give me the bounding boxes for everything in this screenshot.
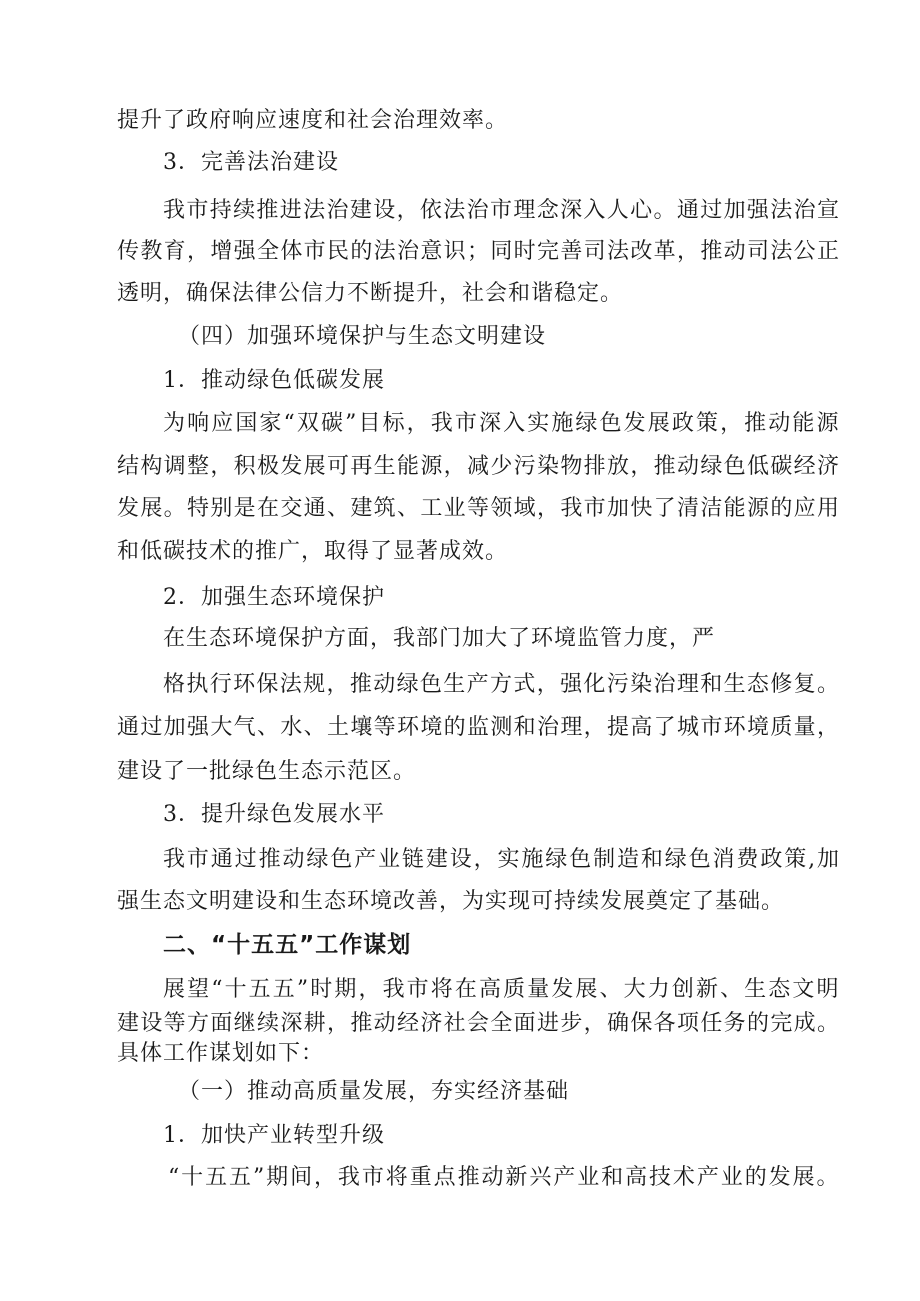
section-heading: （四）加强环境保护与生态文明建设: [178, 324, 547, 349]
paragraph-line: 透明，确保法律公信力不断提升，社会和谐稳定。: [117, 281, 624, 306]
paragraph-line: 在生态环境保护方面，我部门加大了环境监管力度，严: [163, 626, 716, 651]
paragraph-line: 通过加强大气、水、土壤等环境的监测和治理，提高了城市环境质量，: [117, 715, 841, 740]
paragraph-line: 发展。特别是在交通、建筑、工业等领域，我市加快了清洁能源的应用: [117, 496, 841, 521]
paragraph-line: 展望“十五五”时期，我市将在高质量发展、大力创新、生态文明: [163, 977, 841, 1002]
paragraph-line: 我市持续推进法治建设，依法治市理念深入人心。通过加强法治宣: [163, 198, 841, 223]
paragraph-line: “十五五”期间，我市将重点推动新兴产业和高技术产业的发展。: [168, 1165, 841, 1190]
paragraph-line: 为响应国家“双碳”目标，我市深入实施绿色发展政策，推动能源: [163, 411, 841, 436]
paragraph-line: 强生态文明建设和生态环境改善，为实现可持续发展奠定了基础。: [117, 889, 785, 914]
paragraph-line: 和低碳技术的推广，取得了显著成效。: [117, 539, 509, 564]
paragraph-line: 我市通过推动绿色产业链建设，实施绿色制造和绿色消费政策,加: [163, 847, 841, 872]
section-heading: （一）推动高质量发展，夯实经济基础: [178, 1079, 570, 1104]
paragraph-line: 提升了政府响应速度和社会治理效率。: [117, 108, 509, 133]
chapter-heading: 二、“十五五”工作谋划: [163, 932, 412, 958]
paragraph-line: 传教育，增强全体市民的法治意识；同时完善司法改革，推动司法公正: [117, 239, 841, 264]
subsection-heading: 2．加强生态环境保护: [163, 585, 385, 610]
paragraph-line: 格执行环保法规，推动绿色生产方式，强化污染治理和生态修复。: [163, 672, 841, 697]
paragraph-line: 结构调整，积极发展可再生能源，减少污染物排放，推动绿色低碳经济: [117, 454, 841, 479]
paragraph-line: 具体工作谋划如下：: [117, 1041, 325, 1066]
subsection-heading: 3．提升绿色发展水平: [163, 802, 385, 827]
paragraph-line: 建设了一批绿色生态示范区。: [117, 759, 417, 784]
paragraph-line: 建设等方面继续深耕，推动经济社会全面进步，确保各项任务的完成。: [117, 1011, 841, 1036]
subsection-heading: 1．推动绿色低碳发展: [163, 368, 385, 393]
subsection-heading: 3．完善法治建设: [163, 150, 339, 175]
subsection-heading: 1．加快产业转型升级: [163, 1123, 385, 1148]
